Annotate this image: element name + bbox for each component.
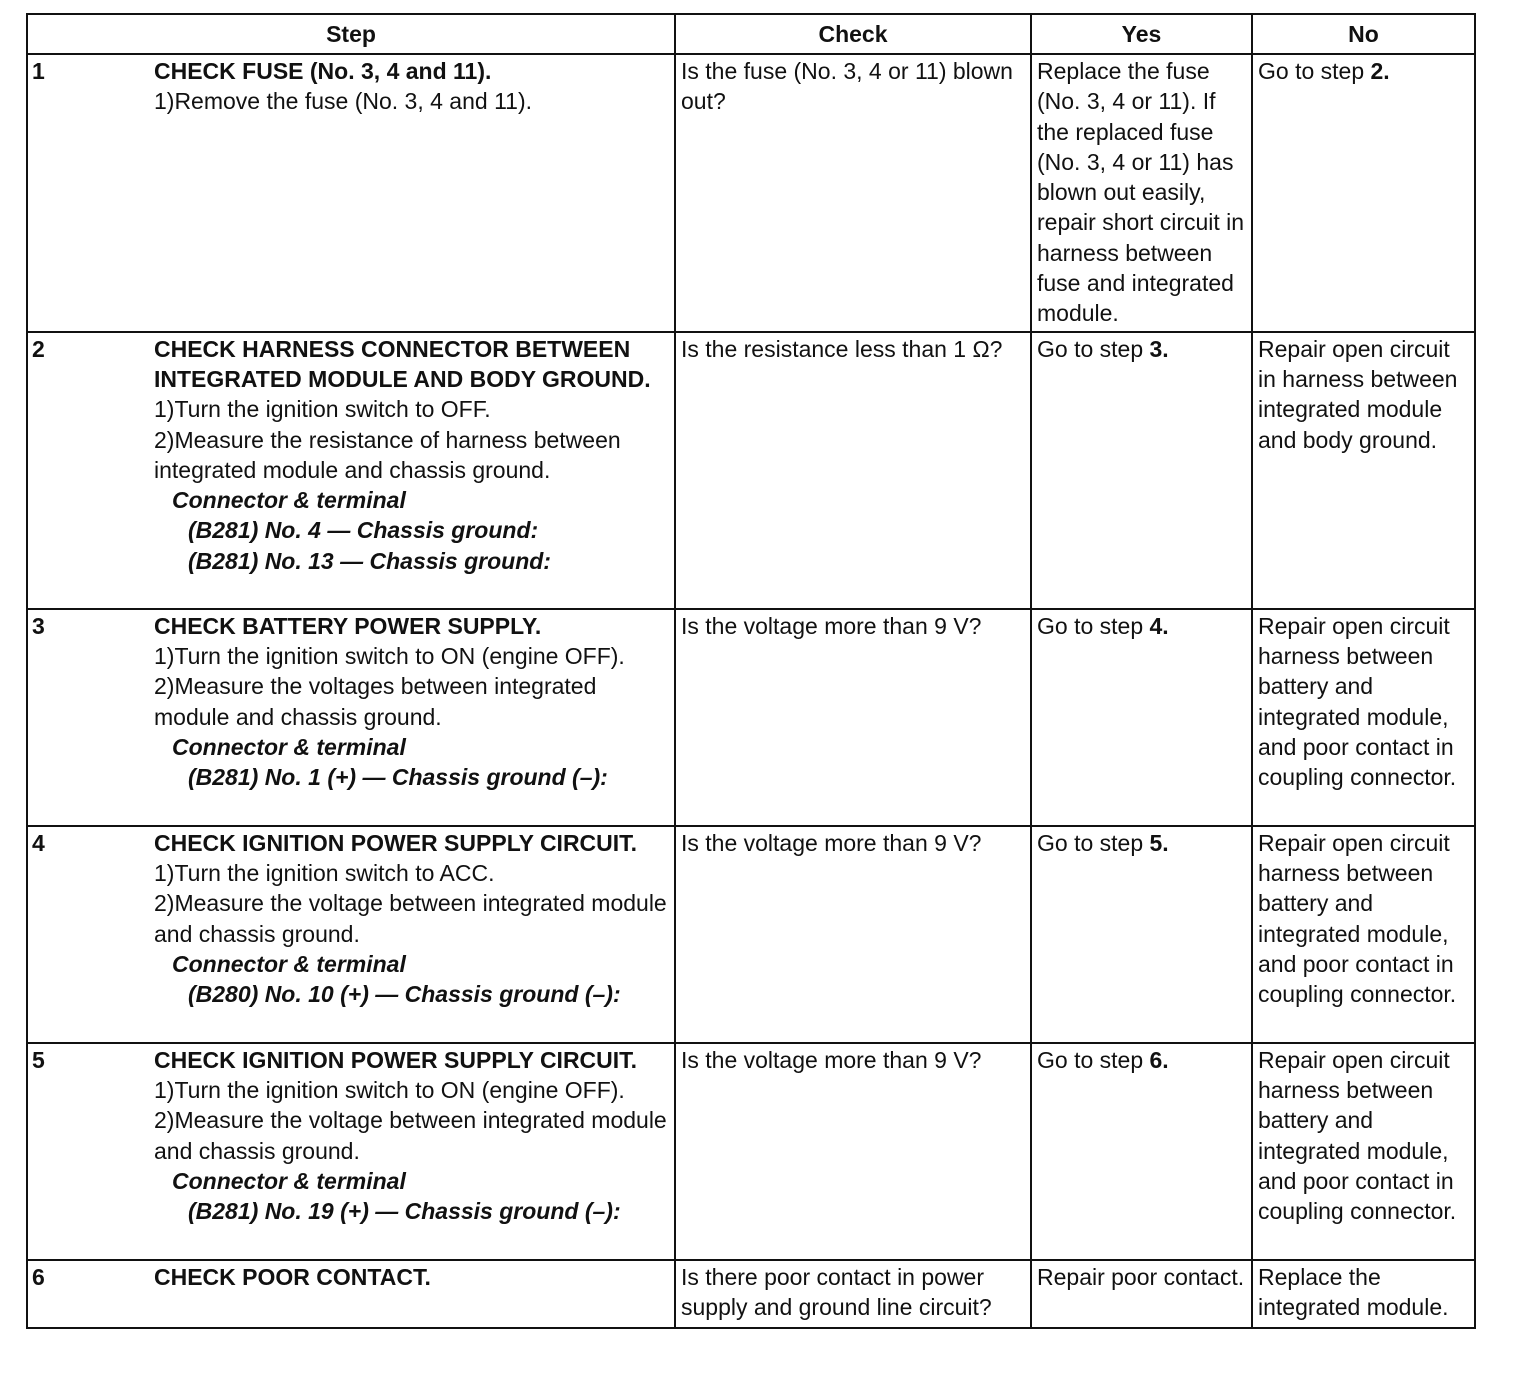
step-cell xyxy=(27,1043,675,1260)
step-instruction: 1)Turn the ignition switch to OFF. xyxy=(154,396,491,423)
step-instruction: 1)Turn the ignition switch to ACC. xyxy=(154,859,495,886)
table-row xyxy=(27,54,1475,332)
step-cell xyxy=(27,609,675,826)
step-number: 6 xyxy=(32,1263,45,1290)
no-text: Repair open circuit in harness between integrated module and body ground. xyxy=(1258,335,1458,453)
step-number: 5 xyxy=(32,1046,45,1073)
step-body xyxy=(150,55,674,119)
yes-text: Go to step xyxy=(1037,1046,1150,1073)
step-instruction: 1)Turn the ignition switch to ON (engine OFF). xyxy=(154,1076,625,1103)
connector-label: Connector & terminal xyxy=(172,733,406,760)
check-text: Is the voltage more than 9 V? xyxy=(681,1046,982,1073)
diagnosis-table xyxy=(26,13,1476,1329)
step-instruction: 2)Measure the resistance of harness between integrated module and chassis ground. xyxy=(154,426,621,483)
yes-cell xyxy=(1031,1043,1252,1260)
no-cell xyxy=(1252,1043,1475,1260)
terminal-spec: (B281) No. 19 (+) — Chassis ground (–): xyxy=(188,1198,621,1225)
step-body xyxy=(150,1044,674,1229)
header-step: Step xyxy=(27,14,675,54)
yes-cell xyxy=(1031,609,1252,826)
check-cell xyxy=(675,826,1031,1043)
yes-step-ref: 5. xyxy=(1149,829,1169,856)
step-title: CHECK BATTERY POWER SUPPLY. xyxy=(154,612,542,639)
no-step-ref: 2. xyxy=(1370,58,1390,84)
yes-text: Repair poor contact. xyxy=(1037,1263,1245,1290)
terminal-spec: (B281) No. 4 — Chassis ground: xyxy=(188,517,539,544)
no-cell xyxy=(1252,1260,1475,1328)
step-cell xyxy=(27,54,675,332)
step-title: CHECK HARNESS CONNECTOR BETWEEN INTEGRATED MODULE AND BODY GROUND. xyxy=(154,335,651,392)
step-body xyxy=(150,827,674,1012)
check-text: Is the fuse (No. 3, 4 or 11) blown out? xyxy=(681,58,1013,115)
check-cell xyxy=(675,1260,1031,1328)
step-number: 3 xyxy=(32,612,45,639)
check-text: Is the voltage more than 9 V? xyxy=(681,829,982,856)
step-title: CHECK POOR CONTACT. xyxy=(154,1263,431,1290)
no-text: Go to step xyxy=(1258,58,1371,84)
table-row xyxy=(27,609,1475,826)
connector-label: Connector & terminal xyxy=(172,950,406,977)
check-cell xyxy=(675,54,1031,332)
step-number: 1 xyxy=(32,58,45,84)
step-instruction: 1)Turn the ignition switch to ON (engine OFF). xyxy=(154,642,625,669)
connector-label: Connector & terminal xyxy=(172,487,406,514)
yes-text: Replace the fuse (No. 3, 4 or 11). If the replaced fuse (No. 3, 4 or 11) has blown out easily, repair short circuit in harness between fuse and integrated module. xyxy=(1037,58,1245,327)
step-cell xyxy=(27,1260,675,1328)
header-check: Check xyxy=(675,14,1031,54)
yes-text: Go to step xyxy=(1037,829,1150,856)
no-text: Repair open circuit harness between battery and integrated module, and poor contact in coupling connector. xyxy=(1258,1046,1457,1225)
step-title: CHECK FUSE (No. 3, 4 and 11). xyxy=(154,58,492,84)
check-text: Is the resistance less than 1 Ω? xyxy=(681,335,1003,362)
yes-cell xyxy=(1031,1260,1252,1328)
no-text: Repair open circuit harness between battery and integrated module, and poor contact in coupling connector. xyxy=(1258,829,1457,1008)
step-instruction: 2)Measure the voltages between integrated module and chassis ground. xyxy=(154,673,597,730)
step-number: 4 xyxy=(32,829,45,856)
table-row xyxy=(27,826,1475,1043)
step-body xyxy=(150,610,674,795)
step-title: CHECK IGNITION POWER SUPPLY CIRCUIT. xyxy=(154,1046,638,1073)
no-text: Repair open circuit harness between battery and integrated module, and poor contact in coupling connector. xyxy=(1258,612,1457,791)
header-row xyxy=(27,14,1475,54)
yes-text: Go to step xyxy=(1037,335,1150,362)
table-row xyxy=(27,1043,1475,1260)
table-row xyxy=(27,332,1475,609)
yes-cell xyxy=(1031,826,1252,1043)
step-cell xyxy=(27,332,675,609)
header-yes: Yes xyxy=(1031,14,1252,54)
check-cell xyxy=(675,609,1031,826)
step-cell xyxy=(27,826,675,1043)
step-body xyxy=(150,1261,674,1294)
step-instruction: 2)Measure the voltage between integrated module and chassis ground. xyxy=(154,1107,667,1164)
connector-label: Connector & terminal xyxy=(172,1167,406,1194)
check-text: Is the voltage more than 9 V? xyxy=(681,612,982,639)
yes-cell xyxy=(1031,332,1252,609)
step-body xyxy=(150,333,674,578)
no-cell xyxy=(1252,54,1475,332)
table-row xyxy=(27,1260,1475,1328)
no-cell xyxy=(1252,609,1475,826)
check-cell xyxy=(675,332,1031,609)
step-instruction: 1)Remove the fuse (No. 3, 4 and 11). xyxy=(154,88,532,115)
yes-step-ref: 4. xyxy=(1149,612,1169,639)
no-text: Replace the integrated module. xyxy=(1258,1263,1449,1320)
check-text: Is there poor contact in power supply and ground line circuit? xyxy=(681,1263,992,1320)
check-cell xyxy=(675,1043,1031,1260)
yes-step-ref: 3. xyxy=(1149,335,1169,362)
terminal-spec: (B280) No. 10 (+) — Chassis ground (–): xyxy=(188,981,621,1008)
header-no: No xyxy=(1252,14,1475,54)
terminal-spec: (B281) No. 13 — Chassis ground: xyxy=(188,547,551,574)
step-number: 2 xyxy=(32,335,45,362)
yes-text: Go to step xyxy=(1037,612,1150,639)
no-cell xyxy=(1252,826,1475,1043)
yes-step-ref: 6. xyxy=(1149,1046,1169,1073)
terminal-spec: (B281) No. 1 (+) — Chassis ground (–): xyxy=(188,764,608,791)
yes-cell xyxy=(1031,54,1252,332)
step-title: CHECK IGNITION POWER SUPPLY CIRCUIT. xyxy=(154,829,638,856)
no-cell xyxy=(1252,332,1475,609)
step-instruction: 2)Measure the voltage between integrated module and chassis ground. xyxy=(154,890,667,947)
